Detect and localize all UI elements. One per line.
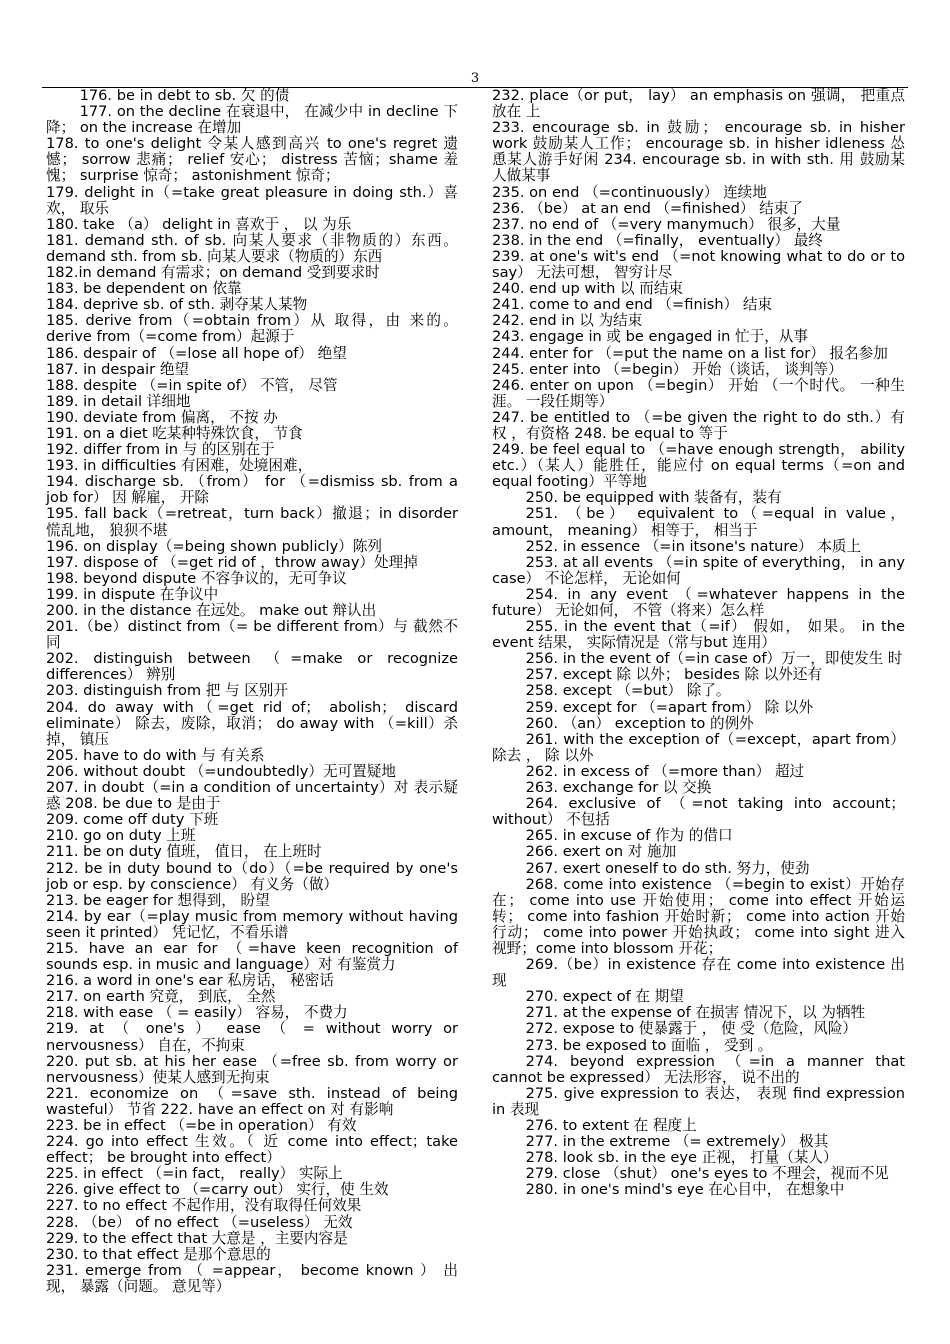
vocab-entry: 221. economize on （=save sth. instead of being wasteful） 节省 222. have an effect on 对 有影响 (46, 1084, 458, 1118)
vocab-entry: 200. in the distance 在远处。 make out 辩认出 (46, 602, 377, 619)
vocab-entry: 266. exert on 对 施加 (525, 843, 677, 861)
right-column (492, 88, 905, 1198)
vocab-entry: 267. exert oneself to do sth. 努力，使劲 (525, 859, 810, 877)
vocab-entry: 240. end up with 以 而结束 (492, 280, 684, 298)
vocab-entry: 178. to one's delight 令某人感到高兴 to one's regret 遗憾； sorrow 悲痛； relief 安心； distress 苦恼；shame 羞愧； surprise 惊奇； astonishment 惊奇； (46, 135, 458, 185)
vocab-entry: 225. in effect （=in fact， really） 实际上 (46, 1165, 343, 1183)
vocab-entry: 271. at the expense of 在损害 情况下，以 为牺牲 (525, 1004, 866, 1022)
vocab-entry: 207. in doubt（=in a condition of uncertainty）对 表示疑惑 208. be due to 是由于 (46, 779, 458, 813)
vocab-entry: 233. encourage sb. in 鼓励； encourage sb. in hisher work 鼓励某人工作； encourage sb. in hisher idleness 怂恿某人游手好闲 234. encourage sb. in with sth. 用 鼓励某人做某事 (492, 119, 905, 185)
vocab-entry: 269.（be）in existence 存在 come into existence 出现 (492, 956, 905, 990)
vocab-entry: 189. in detail 详细地 (46, 392, 191, 410)
vocab-entry: 262. in excess of （=more than） 超过 (525, 762, 805, 780)
vocab-entry: 272. expose to 使暴露于 ， 使 受（危险，风险） (525, 1020, 858, 1038)
vocab-entry: 257. except 除 以外； besides 除 以外还有 (525, 666, 823, 684)
vocab-entry: 245. enter into （=begin） 开始（谈话， 谈判等） (492, 360, 843, 378)
vocab-entry: 217. on earth 究竟， 到底， 全然 (46, 988, 276, 1006)
vocab-entry: 212. be in duty bound to（do）（=be required by one's job or esp. by conscience） 有义务（做） (46, 859, 458, 893)
vocab-entry: 227. to no effect 不起作用，没有取得任何效果 (46, 1197, 362, 1215)
page-number: 3 (470, 71, 480, 86)
vocab-entry: 228. （be） of no effect （=useless） 无效 (46, 1213, 353, 1231)
vocab-entry: 237. no end of （=very manymuch） 很多，大量 (492, 215, 841, 233)
vocab-entry: 203. distinguish from 把 与 区别开 (46, 682, 288, 700)
vocab-entry: 204. do away with（=get rid of； abolish； discard eliminate） 除去，废除，取消； do away with （=kill）杀掉， 镇压 (46, 698, 458, 748)
vocab-entry: 277. in the extreme （= extremely） 极其 (525, 1133, 829, 1151)
vocab-entry: 190. deviate from 偏离， 不按 办 (46, 408, 278, 426)
vocab-entry: 199. in dispute 在争议中 (46, 585, 219, 603)
vocab-entry: 219. at （ one's ） ease （ = without worry or nervousness） 自在，不拘束 (46, 1020, 458, 1054)
vocab-entry: 270. expect of 在 期望 (525, 988, 684, 1006)
vocab-entry: 224. go into effect 生效。（ 近 come into effect；take effect； be brought into effect） (46, 1133, 458, 1167)
vocab-entry: 194. discharge sb. （from） for （=dismiss sb. from a job for） 因 解雇， 开除 (46, 473, 458, 507)
left-column (46, 88, 458, 1295)
vocab-entry: 232. place（or put， lay） an emphasis on 强调， 把重点放在 上 (492, 87, 905, 121)
vocab-entry: 279. close （shut） one's eyes to 不理会，视而不见 (525, 1165, 889, 1183)
vocab-entry: 180. take （a） delight in 喜欢于 ， 以 为乐 (46, 215, 352, 233)
vocab-entry: 251. （be） equivalent to（=equal in value，amount， meaning） 相等于， 相当于 (492, 505, 905, 539)
vocab-entry: 210. go on duty 上班 (46, 827, 196, 845)
vocab-entry: 244. enter for （=put the name on a list for） 报名参加 (492, 344, 888, 362)
vocab-entry: 235. on end （=continuously） 连续地 (492, 183, 767, 201)
vocab-entry: 231. emerge from （ =appear， become known ） 出现， 暴露（问题。 意见等） (46, 1261, 458, 1295)
vocab-entry: 239. at one's wit's end （=not knowing what to do or to say） 无法可想， 智穷计尽 (492, 247, 905, 282)
vocab-entry: 182.in demand 有需求；on demand 受到要求时 (46, 264, 380, 282)
vocab-entry: 202. distinguish between （=make or recognize differences） 辨别 (46, 650, 458, 684)
vocab-entry: 176. be in debt to sb. 欠 的债 (79, 87, 290, 104)
vocab-entry: 198. beyond dispute 不容争议的，无可争议 (46, 569, 347, 587)
vocab-entry: 230. to that effect 是那个意思的 (46, 1245, 271, 1263)
vocab-entry: 223. be in effect （=be in operation） 有效 (46, 1117, 357, 1134)
vocab-entry: 241. come to and end （=finish） 结束 (492, 296, 773, 314)
vocab-entry: 179. delight in（=take great pleasure in doing sth.）喜欢， 取乐 (46, 183, 458, 217)
vocab-entry: 218. with ease （ = easily） 容易， 不费力 (46, 1004, 348, 1022)
vocab-entry: 247. be entitled to （=be given the right to do sth.）有权 ，有资格 248. be equal to 等于 (492, 408, 905, 442)
vocab-entry: 216. a word in one's ear 私房话， 秘密话 (46, 972, 334, 990)
vocab-entry: 181. demand sth. of sb. 向某人要求（非物质的）东西。demand sth. from sb. 向某人要求（物质的）东西 (46, 231, 458, 265)
vocab-entry: 226. give effect to （=carry out） 实行，使 生效 (46, 1181, 389, 1199)
vocab-entry: 195. fall back（=retreat，turn back）撤退；in disorder 慌乱地， 狼狈不堪 (46, 505, 458, 539)
vocab-entry: 211. be on duty 值班， 值日， 在上班时 (46, 843, 322, 861)
vocab-entry: 268. come into existence （=begin to exist）开始存在； come into use 开始使用； come into effect 开始运转； come into fashion 开始时新； come into action 开始行动； come into power 开始执政； come into sight 进入视野；come into blossom 开花； (492, 875, 905, 957)
vocab-entry: 256. in the event of（=in case of）万一，即使发生 时 (525, 650, 903, 668)
vocab-entry: 188. despite （=in spite of） 不管， 尽管 (46, 376, 338, 394)
vocab-entry: 197. dispose of （=get rid of ，throw away）处理掉 (46, 553, 418, 571)
vocab-entry: 255. in the event that（=if） 假如， 如果。 in the event 结果， 实际情况是（常与but 连用） (492, 618, 905, 652)
vocab-entry: 213. be eager for 想得到， 盼望 (46, 891, 270, 909)
vocab-entry: 192. differ from in 与 的区别在于 (46, 441, 275, 459)
vocab-entry: 249. be feel equal to （=have enough strength， ability etc.）（某人）能胜任，能应付 on equal terms（=on and equal footing）平等地 (492, 441, 905, 491)
vocab-entry: 243. engage in 或 be engaged in 忙于，从事 (492, 328, 808, 346)
vocab-entry: 246. enter on upon （=begin） 开始 （一个时代。 一种生涯。 一段任期等） (492, 376, 905, 410)
vocab-entry: 258. except （=but） 除了。 (525, 682, 731, 700)
vocab-entry: 220. put sb. at his her ease （=free sb. from worry or nervousness）使某人感到无拘束 (46, 1052, 458, 1086)
vocab-entry: 215. have an ear for （=have keen recognition of sounds esp. in music and language）对 有鉴赏力 (46, 939, 458, 974)
vocab-entry: 206. without doubt （=undoubtedly）无可置疑地 (46, 762, 396, 780)
vocab-entry: 273. be exposed to 面临 ， 受到 。 (525, 1036, 773, 1054)
vocab-entry: 263. exchange for 以 交换 (525, 779, 712, 797)
vocab-entry: 209. come off duty 下班 (46, 811, 219, 829)
vocab-entry: 201.（be）distinct from（= be different from）与 截然不同 (46, 618, 458, 652)
vocab-entry: 185. derive from（=obtain from）从 取得，由 来的。derive from（=come from）起源于 (46, 312, 458, 346)
vocab-entry: 238. in the end （=finally， eventually） 最终 (492, 231, 823, 249)
vocab-entry: 214. by ear（=play music from memory without having seen it printed） 凭记忆，不看乐谱 (46, 907, 458, 941)
vocab-entry: 236. （be） at an end （=finished） 结束了 (492, 199, 803, 217)
vocab-entry: 252. in essence （=in itsone's nature） 本质上 (525, 537, 862, 555)
vocab-entry: 261. with the exception of（=except，apart from）除去 ， 除 以外 (492, 730, 905, 764)
vocab-entry: 184. deprive sb. of sth. 剥夺某人某物 (46, 296, 308, 314)
vocab-entry: 254. in any event （=whatever happens in the future） 无论如何， 不管（将来）怎么样 (492, 585, 905, 619)
vocab-entry: 274. beyond expression （=in a manner that cannot be expressed） 无法形容， 说不出的 (492, 1052, 905, 1086)
vocab-entry: 250. be equipped with 装备有，装有 (525, 489, 782, 507)
vocab-entry: 276. to extent 在 程度上 (525, 1117, 697, 1134)
vocab-entry: 275. give expression to 表达， 表现 find expression in 表现 (492, 1084, 905, 1118)
vocab-entry: 260. （an） exception to 的例外 (525, 714, 754, 732)
vocab-entry: 205. have to do with 与 有关系 (46, 746, 265, 764)
vocab-entry: 242. end in 以 为结束 (492, 312, 643, 330)
vocab-entry: 196. on display（=being shown publicly）陈列 (46, 537, 383, 555)
vocab-entry: 280. in one's mind's eye 在心目中， 在想象中 (525, 1181, 845, 1199)
vocab-entry: 177. on the decline 在衰退中， 在减少中 in decline 下降； on the increase 在增加 (46, 103, 458, 137)
vocab-entry: 229. to the effect that 大意是 ，主要内容是 (46, 1229, 348, 1247)
vocab-entry: 264. exclusive of （=not taking into account；without） 不包括 (492, 795, 905, 829)
vocab-entry: 186. despair of （=lose all hope of） 绝望 (46, 344, 347, 362)
vocab-entry: 191. on a diet 吃某种特殊饮食， 节食 (46, 424, 303, 442)
vocab-entry: 278. look sb. in the eye 正视， 打量（某人） (525, 1149, 838, 1167)
vocab-entry: 253. at all events （=in spite of everything， in any case） 不论怎样， 无论如何 (492, 553, 905, 587)
vocab-entry: 193. in difficulties 有困难，处境困难， (46, 457, 313, 475)
vocab-entry: 187. in despair 绝望 (46, 360, 190, 378)
vocab-entry: 265. in excuse of 作为 的借口 (525, 827, 733, 845)
vocab-entry: 183. be dependent on 依靠 (46, 280, 242, 298)
vocab-entry: 259. except for （=apart from） 除 以外 (525, 698, 814, 716)
